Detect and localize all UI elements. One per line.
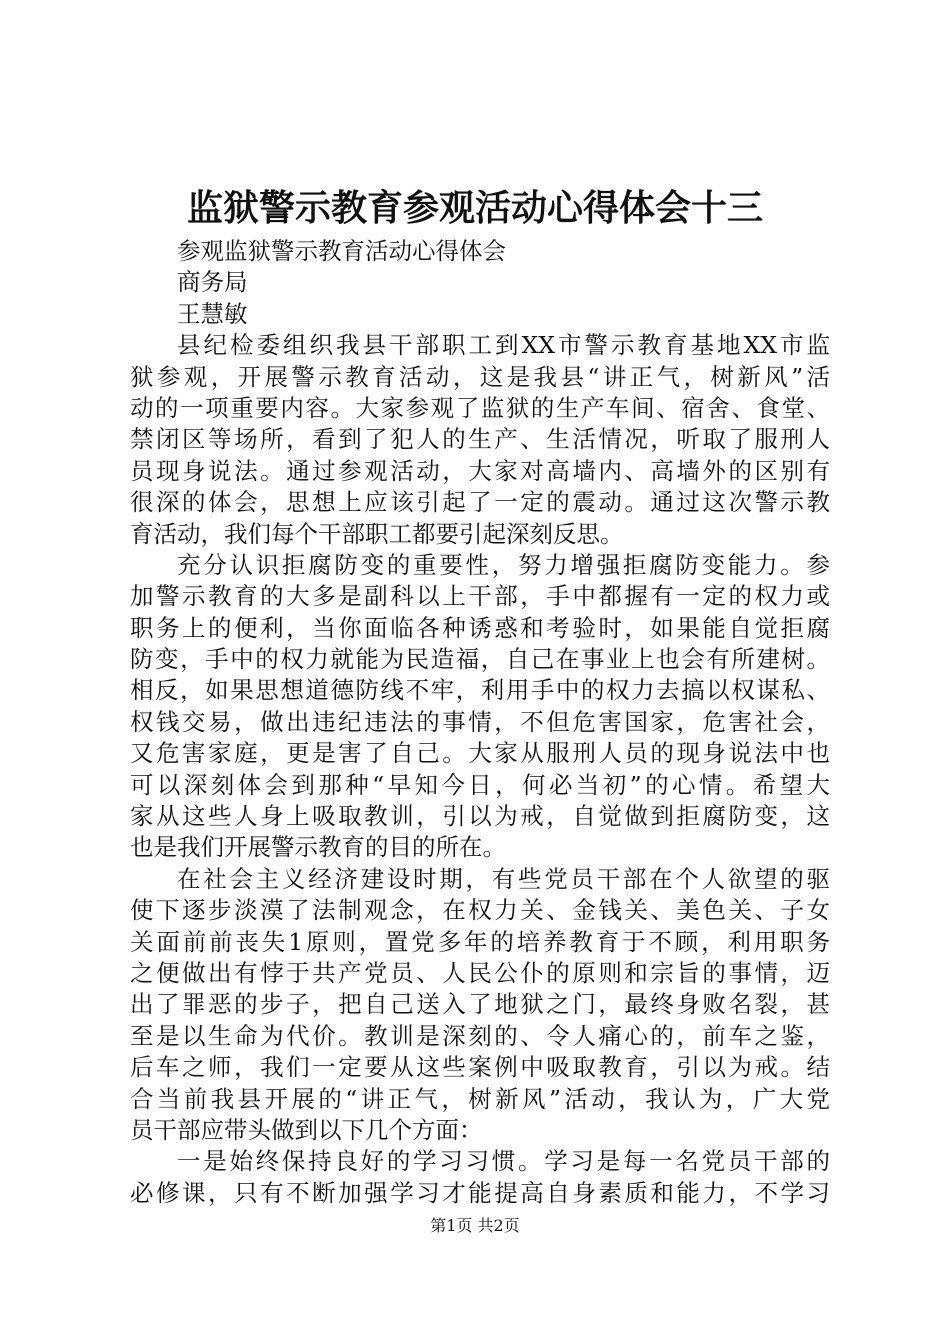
paragraph-line: 很深的体会，思想上应该引起了一定的震动。通过这次警示教 bbox=[130, 488, 830, 517]
paragraph-line: 之便做出有悖于共产党员、人民公仆的原则和宗旨的事情，迈 bbox=[130, 958, 830, 987]
paragraph-line: 家从这些人身上吸取教训，引以为戒，自觉做到拒腐防变，这 bbox=[130, 802, 830, 831]
document-body bbox=[130, 236, 830, 1209]
subtitle-line: 参观监狱警示教育活动心得体会 bbox=[177, 237, 506, 265]
paragraph-line: 合当前我县开展的“讲正气，树新风”活动，我认为，广大党 bbox=[130, 1084, 830, 1113]
paragraph-line: 一是始终保持良好的学习习惯。学习是每一名党员干部的 bbox=[177, 1147, 830, 1176]
paragraph-line: 后车之师，我们一定要从这些案例中吸取教育，引以为戒。结 bbox=[130, 1053, 830, 1082]
paragraph-line: 至是以生命为代价。教训是深刻的、令人痛心的，前车之鉴， bbox=[130, 1021, 830, 1050]
department-line: 商务局 bbox=[177, 268, 248, 297]
paragraph-line: 又危害家庭，更是害了自己。大家从服刑人员的现身说法中也 bbox=[130, 739, 830, 768]
paragraph-line: 育活动，我们每个干部职工都要引起深刻反思。 bbox=[130, 519, 624, 548]
paragraph-line: 可以深刻体会到那种“早知今日，何必当初”的心情。希望大 bbox=[130, 770, 830, 799]
paragraph-line: 在社会主义经济建设时期，有些党员干部在个人欲望的驱 bbox=[177, 864, 830, 893]
paragraph-line: 充分认识拒腐防变的重要性，努力增强拒腐防变能力。参 bbox=[177, 550, 830, 579]
paragraph-line: 职务上的便利，当你面临各种诱惑和考验时，如果能自觉拒腐 bbox=[130, 613, 830, 642]
paragraph-line: 防变，手中的权力就能为民造福，自己在事业上也会有所建树。 bbox=[130, 645, 830, 674]
page-footer: 第1页 共2页 bbox=[430, 1216, 520, 1235]
paragraph-line: 权钱交易，做出违纪违法的事情，不但危害国家，危害社会， bbox=[130, 707, 830, 736]
paragraphs bbox=[130, 330, 830, 1209]
paragraph-line: 员现身说法。通过参观活动，大家对高墙内、高墙外的区别有 bbox=[130, 456, 830, 485]
paragraph-line: 动的一项重要内容。大家参观了监狱的生产车间、宿舍、食堂、 bbox=[130, 393, 830, 422]
paragraph-line: 也是我们开展警示教育的目的所在。 bbox=[130, 833, 506, 862]
page-title: 监狱警示教育参观活动心得体会十三 bbox=[186, 188, 763, 229]
paragraph-line: 相反，如果思想道德防线不牢，利用手中的权力去搞以权谋私、 bbox=[130, 676, 830, 705]
paragraph-line: 必修课，只有不断加强学习才能提高自身素质和能力，不学习 bbox=[130, 1178, 830, 1207]
paragraph-line: 加警示教育的大多是副科以上干部，手中都握有一定的权力或 bbox=[130, 582, 830, 611]
paragraph-line: 狱参观，开展警示教育活动，这是我县“讲正气，树新风”活 bbox=[130, 362, 830, 391]
paragraph-line: 禁闭区等场所，看到了犯人的生产、生活情况，听取了服刑人 bbox=[130, 425, 830, 454]
paragraph-line: 使下逐步淡漠了法制观念，在权力关、金钱关、美色关、子女 bbox=[130, 896, 830, 925]
paragraph-line: 出了罪恶的步子，把自己送入了地狱之门，最终身败名裂，甚 bbox=[130, 990, 830, 1019]
author-line: 王慧敏 bbox=[177, 299, 248, 328]
paragraph-line: 关面前前丧失1原则，置党多年的培养教育于不顾，利用职务 bbox=[130, 927, 830, 956]
paragraph-line: 县纪检委组织我县干部职工到XX市警示教育基地XX市监 bbox=[177, 331, 830, 360]
paragraph-line: 员干部应带头做到以下几个方面： bbox=[130, 1115, 483, 1144]
